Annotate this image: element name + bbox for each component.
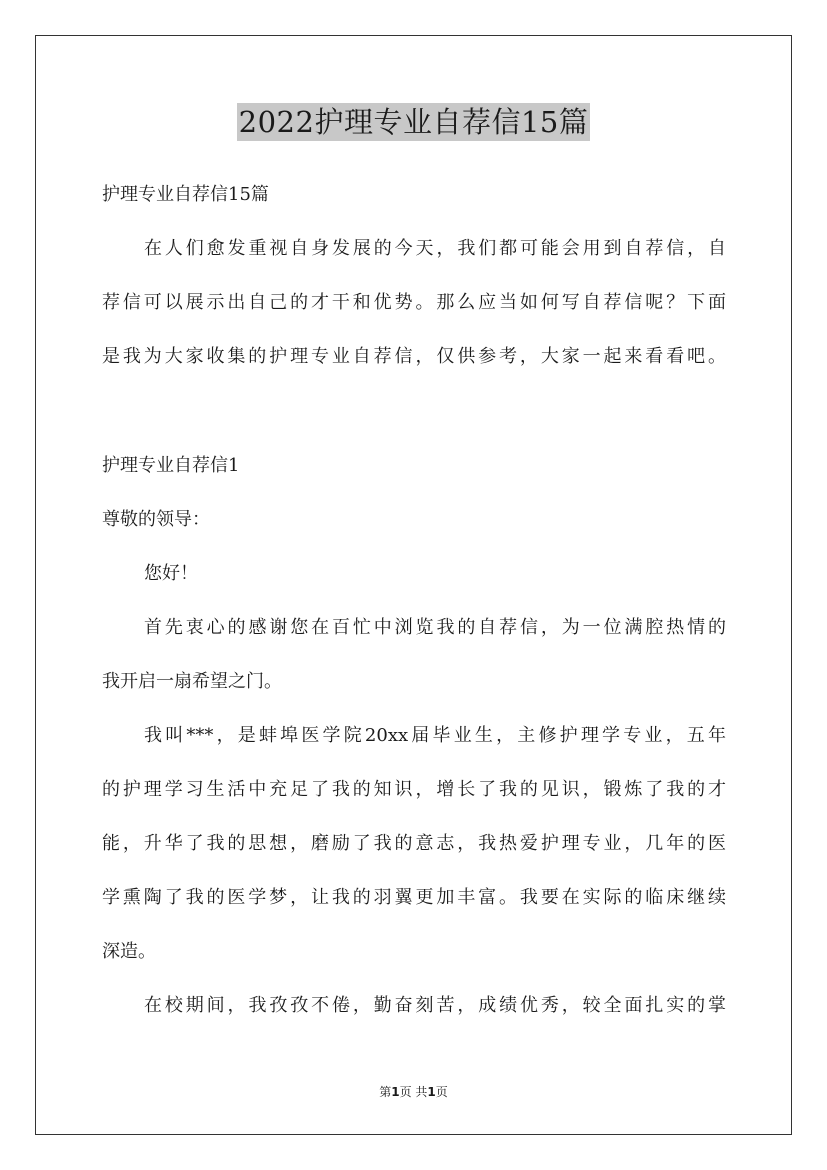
intro-line-1: 在人们愈发重视自身发展的今天，我们都可能会用到自荐信，自 <box>144 238 726 259</box>
letter-salutation: 尊敬的领导： <box>102 509 210 530</box>
footer-page-current: 1 <box>391 1085 400 1099</box>
intro-line-2: 荐信可以展示出自己的才干和优势。那么应当如何写自荐信呢？下面 <box>102 292 726 313</box>
document-subtitle: 护理专业自荐信15篇 <box>102 184 269 205</box>
paragraph-1-line-1: 首先衷心的感谢您在百忙中浏览我的自荐信，为一位满腔热情的 <box>144 617 726 638</box>
letter-heading: 护理专业自荐信1 <box>102 455 240 476</box>
paragraph-3-line-1: 在校期间，我孜孜不倦，勤奋刻苦，成绩优秀，较全面扎实的掌 <box>144 995 726 1016</box>
paragraph-2-line-5: 深造。 <box>102 941 156 962</box>
paragraph-1-line-2: 我开启一扇希望之门。 <box>102 671 282 692</box>
letter-greeting: 您好！ <box>144 563 198 584</box>
footer-page-suffix: 页 <box>435 1085 448 1099</box>
footer-page-total: 1 <box>427 1085 436 1099</box>
title-container <box>0 103 827 141</box>
paragraph-2-line-4: 学熏陶了我的医学梦，让我的羽翼更加丰富。我要在实际的临床继续 <box>102 887 726 908</box>
document-title: 2022护理专业自荐信15篇 <box>238 105 589 139</box>
footer-page-mid: 页 共 <box>399 1085 428 1099</box>
paragraph-2-line-2: 的护理学习生活中充足了我的知识，增长了我的见识，锻炼了我的才 <box>102 779 726 800</box>
intro-line-3: 是我为大家收集的护理专业自荐信，仅供参考，大家一起来看看吧。 <box>102 346 726 367</box>
page-footer <box>0 1084 827 1100</box>
paragraph-2-line-1: 我叫***，是蚌埠医学院20xx届毕业生，主修护理学专业，五年 <box>144 725 726 746</box>
footer-page-prefix: 第 <box>379 1085 392 1099</box>
paragraph-2-line-3: 能，升华了我的思想，磨励了我的意志，我热爱护理专业，几年的医 <box>102 833 726 854</box>
